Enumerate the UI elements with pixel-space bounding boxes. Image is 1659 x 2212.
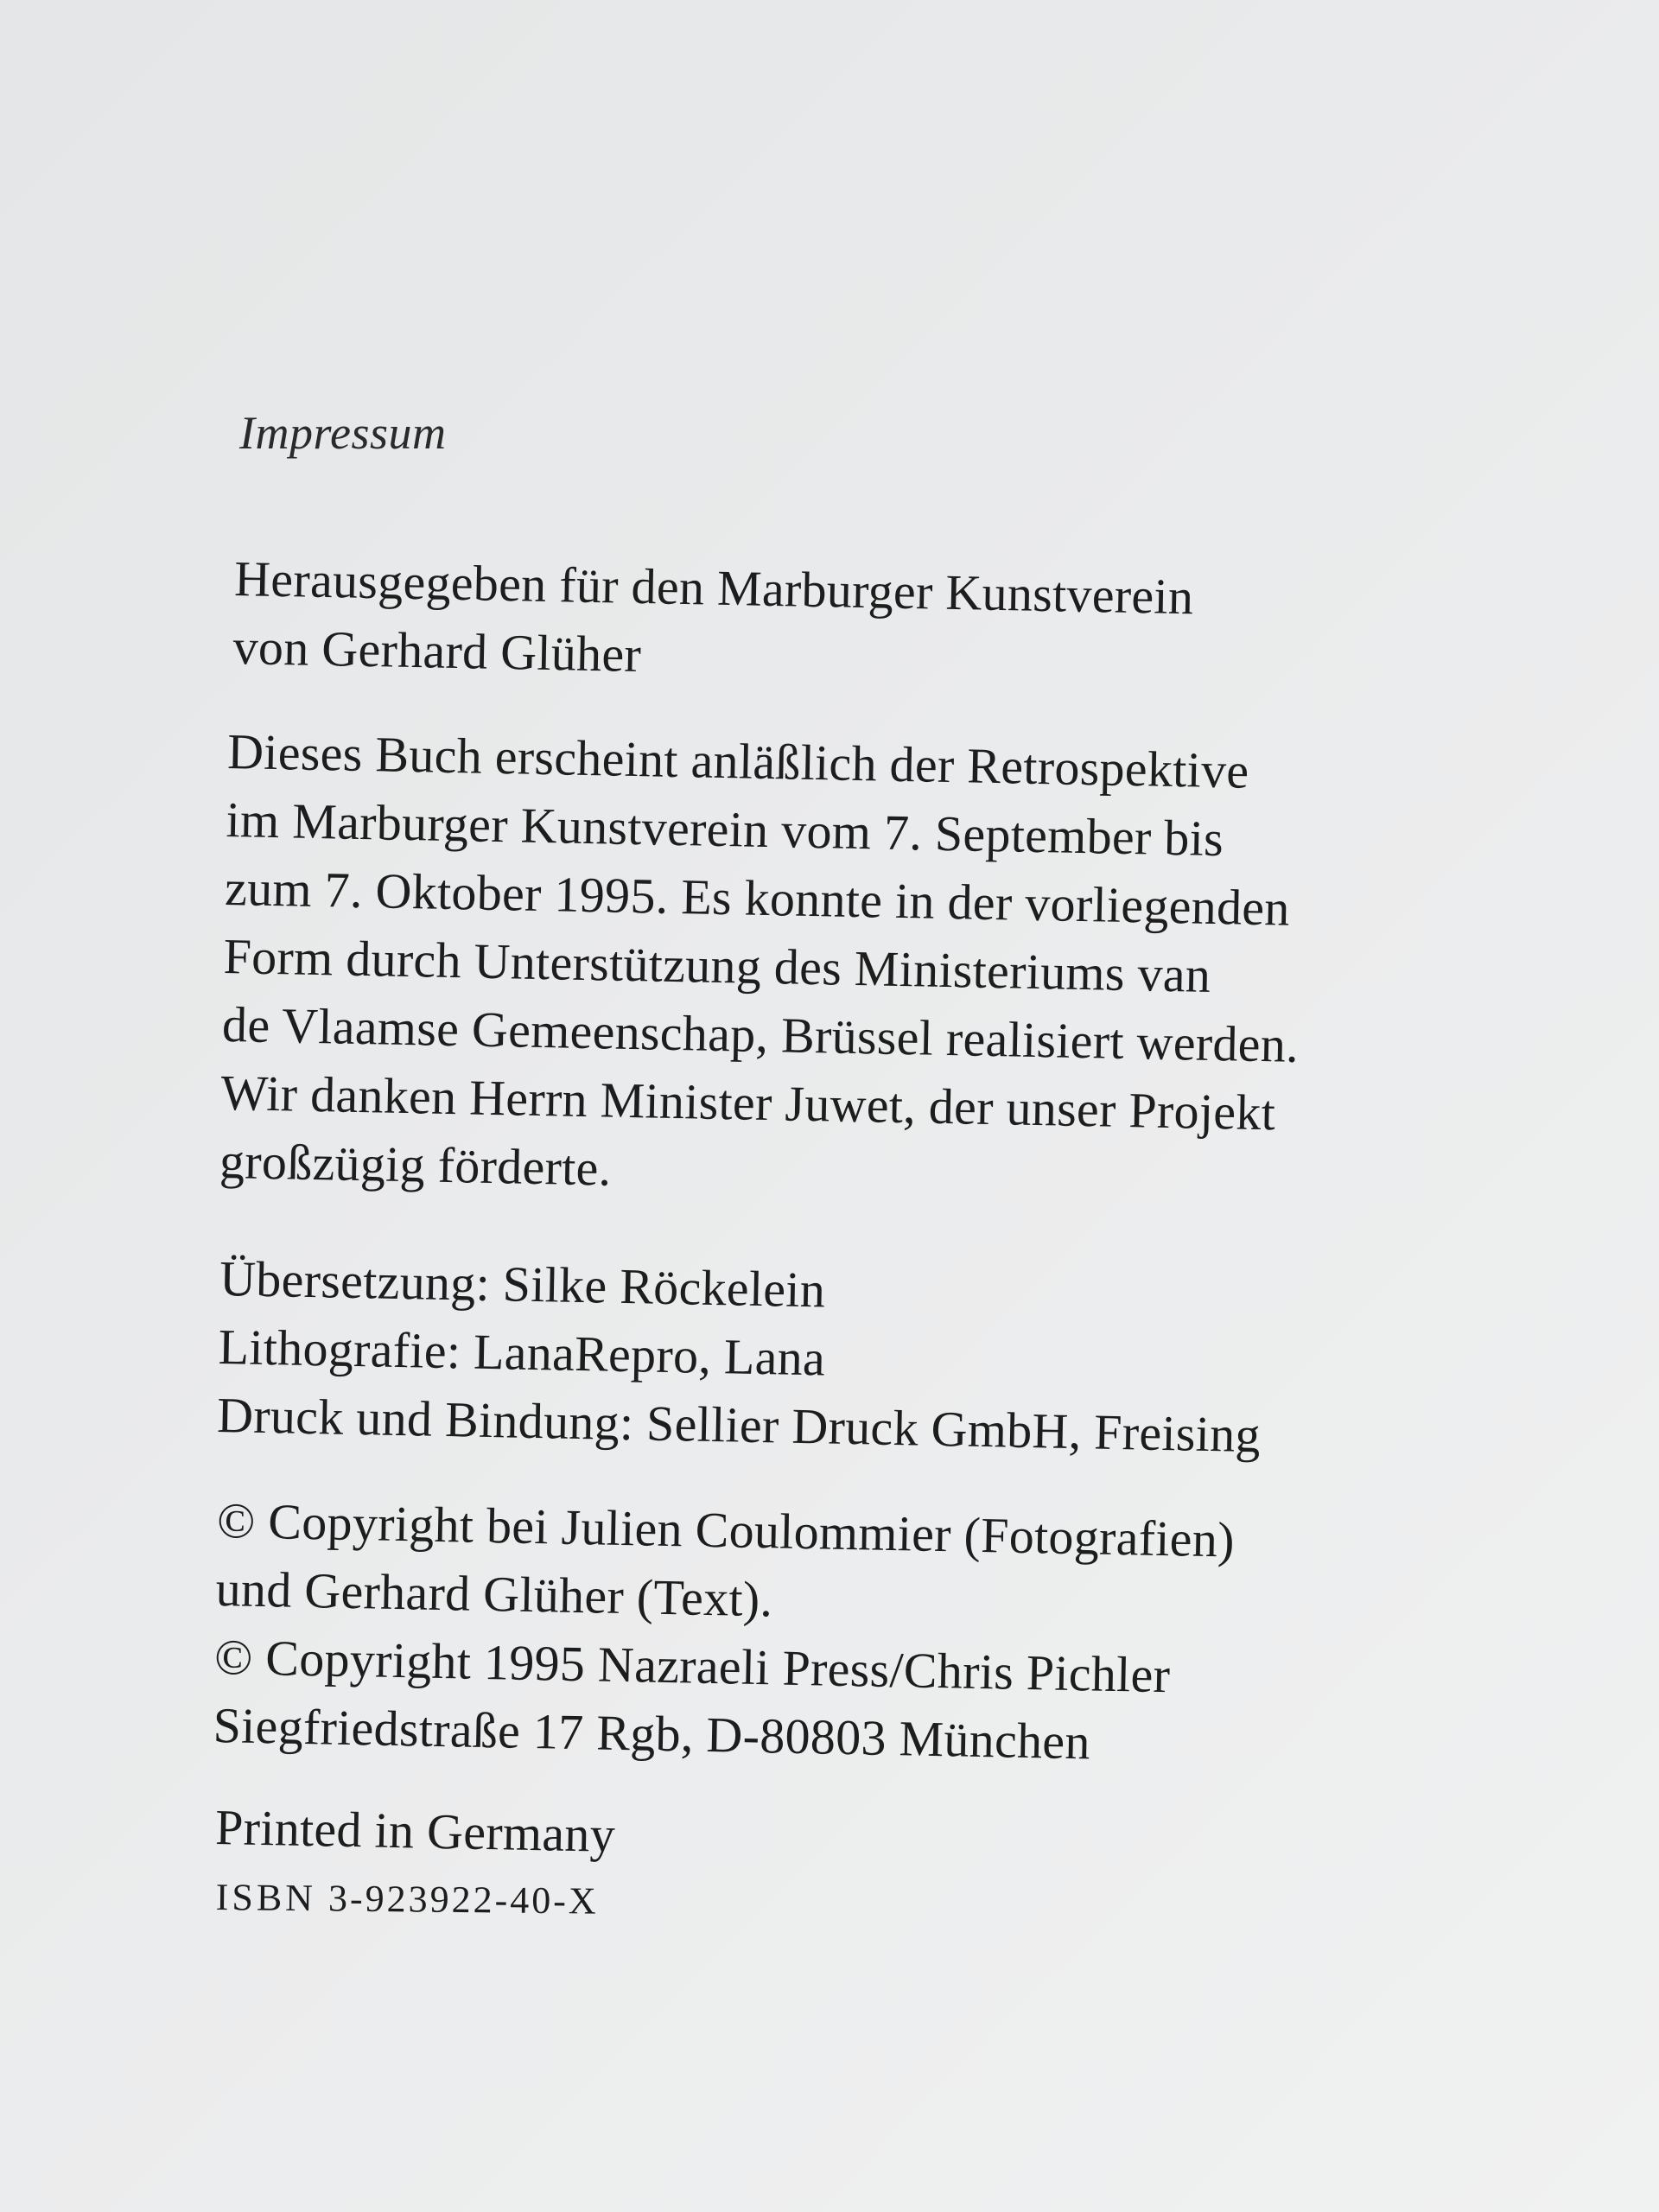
- isbn-label: ISBN: [215, 1876, 317, 1920]
- credits-section: [216, 1244, 1263, 1469]
- credit-lithography: Lithografie: LanaRepro, Lana: [218, 1318, 826, 1387]
- isbn-number: 3-923922-40-X: [327, 1877, 599, 1923]
- text-line: Wir danken Herrn Minister Juwet, der unser Projekt: [220, 1064, 1276, 1141]
- printed-in: [214, 1793, 615, 1869]
- text-line: im Marburger Kunstverein vom 7. September bis: [226, 791, 1224, 868]
- text-line: de Vlaamse Gemeenschap, Brüssel realisiert werden.: [221, 995, 1300, 1073]
- credit-printing: Druck und Bindung: Sellier Druck GmbH, Freising: [216, 1386, 1262, 1464]
- text-line: großzügig förderte.: [219, 1132, 613, 1197]
- text-line: und Gerhard Glüher (Text).: [215, 1560, 773, 1628]
- text-line: © Copyright bei Julien Coulommier (Fotografien): [216, 1491, 1236, 1568]
- intro-paragraph: [219, 717, 1304, 1216]
- credit-translation: Übersetzung: Silke Röckelein: [219, 1249, 826, 1319]
- editor-section: [232, 544, 1194, 699]
- isbn: [215, 1875, 598, 1923]
- text-line: Herausgegeben für den Marburger Kunstverein: [233, 550, 1194, 626]
- text-line: Dieses Buch erscheint anläßlich der Retrospektive: [226, 722, 1250, 799]
- text-line: zum 7. Oktober 1995. Es konnte in der vorliegenden: [224, 859, 1291, 937]
- text-line: © Copyright 1995 Nazraeli Press/Chris Pichler: [213, 1628, 1171, 1704]
- page-heading: Impressum: [239, 407, 447, 459]
- printed-line: Printed in Germany: [214, 1798, 616, 1863]
- text-line: Siegfriedstraße 17 Rgb, D-80803 München: [213, 1696, 1091, 1770]
- copyright-section: [213, 1486, 1236, 1779]
- text-line: von Gerhard Glüher: [232, 618, 642, 683]
- text-line: Form durch Unterstützung des Ministeriums van: [223, 927, 1211, 1003]
